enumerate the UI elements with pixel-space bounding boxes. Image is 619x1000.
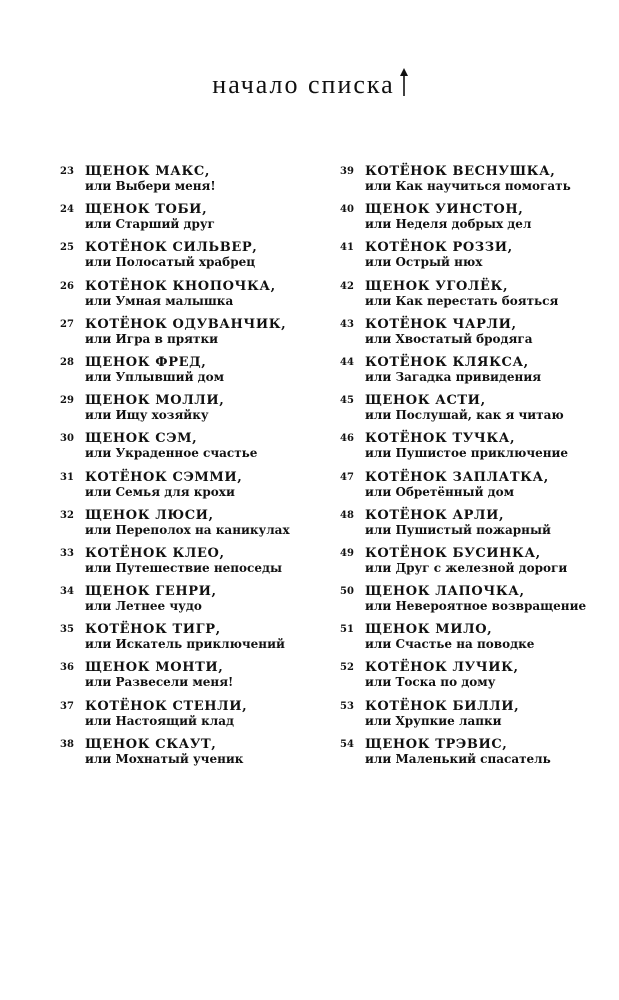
book-number: 32 bbox=[60, 509, 74, 521]
book-subtitle: или Как научиться помогать bbox=[365, 179, 571, 193]
book-subtitle: или Тоска по дому bbox=[365, 675, 496, 690]
book-number: 44 bbox=[340, 356, 354, 368]
book-list-item bbox=[340, 431, 610, 469]
book-title: КОТЁНОК ЧАРЛИ, bbox=[365, 316, 517, 332]
book-subtitle: или Счастье на поводке bbox=[365, 637, 535, 652]
book-list-item bbox=[60, 431, 330, 469]
book-title: ЩЕНОК ФРЕД, bbox=[85, 354, 207, 370]
book-title: КОТЁНОК КЛЯКСА, bbox=[365, 354, 529, 370]
book-number: 42 bbox=[340, 280, 354, 292]
book-title: КОТЁНОК БУСИНКА, bbox=[365, 545, 541, 561]
book-subtitle: или Острый нюх bbox=[365, 255, 483, 270]
book-list-item bbox=[340, 355, 610, 393]
book-subtitle: или Развесели меня! bbox=[85, 675, 234, 690]
book-list-item bbox=[60, 240, 330, 278]
book-title: ЩЕНОК МАКС, bbox=[85, 164, 210, 179]
book-title: КОТЁНОК ЗАПЛАТКА, bbox=[365, 469, 549, 485]
book-subtitle: или Загадка привидения bbox=[365, 369, 542, 384]
book-list-item bbox=[340, 737, 610, 775]
book-title: ЩЕНОК МИЛО, bbox=[365, 622, 493, 638]
book-subtitle: или Мохнатый ученик bbox=[85, 751, 244, 766]
book-number: 38 bbox=[60, 738, 74, 750]
book-subtitle: или Умная малышка bbox=[85, 293, 234, 308]
book-number: 46 bbox=[340, 433, 354, 445]
book-subtitle: или Маленький спасатель bbox=[365, 751, 551, 766]
book-number: 53 bbox=[340, 700, 354, 712]
book-list-item bbox=[340, 622, 610, 660]
book-title: КОТЁНОК ТУЧКА, bbox=[365, 431, 516, 447]
book-number: 39 bbox=[340, 166, 354, 177]
book-title: ЩЕНОК АСТИ, bbox=[365, 393, 486, 409]
book-subtitle: или Как перестать бояться bbox=[365, 293, 559, 308]
book-list-item bbox=[60, 584, 330, 622]
page-title bbox=[212, 70, 406, 100]
book-list-item bbox=[60, 164, 330, 202]
book-list-item bbox=[60, 660, 330, 698]
book-title: КОТЁНОК КЛЕО, bbox=[85, 545, 225, 561]
book-number: 49 bbox=[340, 547, 354, 559]
book-list-item bbox=[60, 699, 330, 737]
book-list-item bbox=[340, 279, 610, 317]
book-title: КОТЁНОК БИЛЛИ, bbox=[365, 698, 520, 714]
book-number: 52 bbox=[340, 662, 354, 674]
book-subtitle: или Неделя добрых дел bbox=[365, 217, 532, 232]
book-list-item bbox=[60, 508, 330, 546]
book-subtitle: или Друг с железной дороги bbox=[365, 560, 568, 575]
book-number: 34 bbox=[60, 586, 74, 598]
book-title: ЩЕНОК МОНТИ, bbox=[85, 660, 224, 676]
book-list-item bbox=[60, 279, 330, 317]
book-subtitle: или Хрупкие лапки bbox=[365, 713, 502, 728]
book-title: КОТЁНОК СЭММИ, bbox=[85, 469, 243, 485]
book-title: ЩЕНОК СКАУТ, bbox=[85, 736, 217, 752]
book-number: 47 bbox=[340, 471, 354, 483]
book-title: КОТЁНОК ЛУЧИК, bbox=[365, 660, 519, 676]
book-subtitle: или Невероятное возвращение bbox=[365, 599, 587, 614]
book-list-item bbox=[60, 546, 330, 584]
book-title: КОТЁНОК РОЗЗИ, bbox=[365, 240, 513, 256]
book-title: КОТЁНОК СИЛЬВЕР, bbox=[85, 240, 258, 256]
book-subtitle: или Уплывший дом bbox=[85, 369, 225, 384]
page-header bbox=[0, 70, 619, 100]
book-number: 50 bbox=[340, 586, 354, 598]
book-list-left-column bbox=[60, 164, 330, 775]
book-list-item bbox=[340, 584, 610, 622]
book-title: КОТЁНОК ВЕСНУШКА, bbox=[365, 164, 556, 179]
book-list-item bbox=[60, 202, 330, 240]
book-title: ЩЕНОК СЭМ, bbox=[85, 431, 198, 447]
book-number: 37 bbox=[60, 700, 74, 712]
book-title: ЩЕНОК УГОЛЁК, bbox=[365, 278, 509, 294]
book-list-item bbox=[340, 317, 610, 355]
book-number: 29 bbox=[60, 395, 74, 407]
book-title: ЩЕНОК ЛЮСИ, bbox=[85, 507, 214, 523]
book-subtitle: или Летнее чудо bbox=[85, 599, 202, 614]
book-number: 54 bbox=[340, 738, 354, 750]
book-subtitle: или Настоящий клад bbox=[85, 713, 235, 728]
book-number: 41 bbox=[340, 242, 354, 254]
book-subtitle: или Старший друг bbox=[85, 217, 215, 232]
book-title: КОТЁНОК АРЛИ, bbox=[365, 507, 505, 523]
book-subtitle: или Переполох на каникулах bbox=[85, 522, 290, 537]
book-title: КОТЁНОК ТИГР, bbox=[85, 622, 221, 638]
book-title: ЩЕНОК ГЕНРИ, bbox=[85, 584, 217, 600]
book-subtitle: или Полосатый храбрец bbox=[85, 255, 256, 270]
book-number: 43 bbox=[340, 318, 354, 330]
book-number: 27 bbox=[60, 318, 74, 330]
book-list-item bbox=[60, 622, 330, 660]
book-number: 28 bbox=[60, 356, 74, 368]
book-subtitle: или Украденное счастье bbox=[85, 446, 258, 461]
book-title: ЩЕНОК ЛАПОЧКА, bbox=[365, 584, 525, 600]
book-list-item bbox=[340, 699, 610, 737]
book-number: 40 bbox=[340, 204, 354, 216]
book-number: 26 bbox=[60, 280, 74, 292]
book-number: 30 bbox=[60, 433, 74, 445]
book-list-item bbox=[60, 355, 330, 393]
book-number: 23 bbox=[60, 166, 74, 177]
book-subtitle: или Пушистый пожарный bbox=[365, 522, 551, 537]
book-subtitle: или Обретённый дом bbox=[365, 484, 515, 499]
book-list-item bbox=[340, 470, 610, 508]
book-number: 25 bbox=[60, 242, 74, 254]
book-subtitle: или Искатель приключений bbox=[85, 637, 285, 652]
book-number: 51 bbox=[340, 624, 354, 636]
book-title: ЩЕНОК МОЛЛИ, bbox=[85, 393, 225, 409]
book-subtitle: или Выбери меня! bbox=[85, 179, 216, 193]
book-number: 36 bbox=[60, 662, 74, 674]
book-number: 33 bbox=[60, 547, 74, 559]
book-title: ЩЕНОК УИНСТОН, bbox=[365, 202, 524, 218]
book-list-item bbox=[340, 164, 610, 202]
book-list-item bbox=[340, 202, 610, 240]
book-list-right-column bbox=[340, 164, 610, 775]
book-subtitle: или Семья для крохи bbox=[85, 484, 235, 499]
book-subtitle: или Пушистое приключение bbox=[365, 446, 569, 461]
page-title-text: начало списка bbox=[212, 70, 395, 99]
book-list-item bbox=[60, 393, 330, 431]
book-list-item bbox=[340, 240, 610, 278]
book-subtitle: или Ищу хозяйку bbox=[85, 408, 209, 423]
book-title: КОТЁНОК СТЕНЛИ, bbox=[85, 698, 248, 714]
book-subtitle: или Послушай, как я читаю bbox=[365, 408, 564, 423]
book-number: 45 bbox=[340, 395, 354, 407]
arrow-up-icon bbox=[399, 68, 409, 96]
book-number: 24 bbox=[60, 204, 74, 216]
book-title: КОТЁНОК ОДУВАНЧИК, bbox=[85, 316, 287, 332]
book-subtitle: или Игра в прятки bbox=[85, 331, 219, 346]
book-title: ЩЕНОК ТРЭВИС, bbox=[365, 736, 508, 752]
book-number: 35 bbox=[60, 624, 74, 636]
book-list-item bbox=[60, 317, 330, 355]
book-list-item bbox=[60, 470, 330, 508]
book-title: КОТЁНОК КНОПОЧКА, bbox=[85, 278, 276, 294]
book-list-item bbox=[340, 546, 610, 584]
book-title: ЩЕНОК ТОБИ, bbox=[85, 202, 208, 218]
book-list-item bbox=[60, 737, 330, 775]
book-list-item bbox=[340, 660, 610, 698]
book-subtitle: или Путешествие непоседы bbox=[85, 560, 283, 575]
book-list-item bbox=[340, 393, 610, 431]
book-number: 31 bbox=[60, 471, 74, 483]
book-list-item bbox=[340, 508, 610, 546]
book-number: 48 bbox=[340, 509, 354, 521]
book-subtitle: или Хвостатый бродяга bbox=[365, 331, 533, 346]
